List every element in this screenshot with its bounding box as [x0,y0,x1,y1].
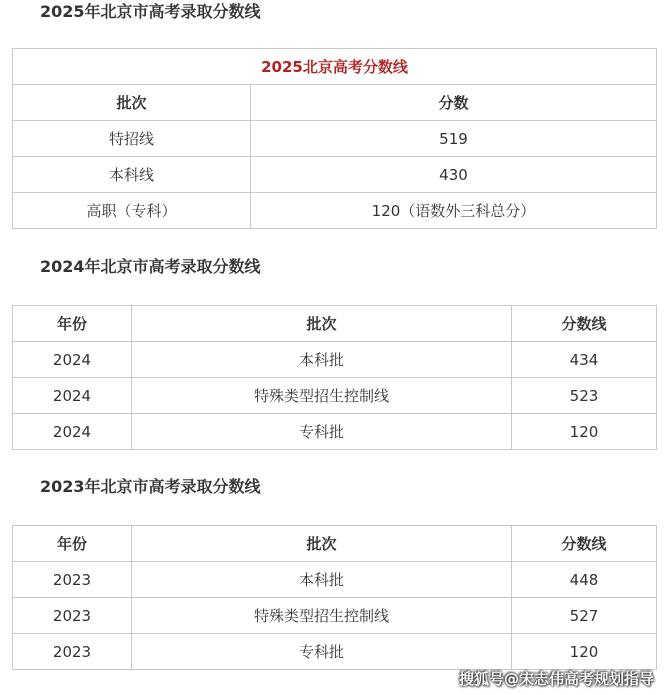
score-cell: 430 [251,157,657,193]
section-heading-2024: 2024年北京市高考录取分数线 [40,257,261,276]
year-cell: 2024 [13,378,132,414]
batch-cell: 特殊类型招生控制线 [132,378,512,414]
column-header-batch: 批次 [132,526,512,562]
table-caption-row [13,49,657,85]
table-row [13,342,657,378]
batch-cell: 特招线 [13,121,251,157]
score-cell: 448 [512,562,657,598]
batch-cell: 专科批 [132,414,512,450]
score-cell: 120（语数外三科总分） [251,193,657,229]
year-cell: 2024 [13,414,132,450]
table-header-row [13,306,657,342]
year-cell: 2024 [13,342,132,378]
score-cell: 519 [251,121,657,157]
score-table-2025 [12,48,657,229]
batch-cell: 本科批 [132,562,512,598]
table-row [13,157,657,193]
year-cell: 2023 [13,598,132,634]
score-cell: 523 [512,378,657,414]
score-cell: 434 [512,342,657,378]
year-cell: 2023 [13,562,132,598]
table-row [13,634,657,670]
batch-cell: 高职（专科） [13,193,251,229]
score-table-2024 [12,305,657,450]
year-cell: 2023 [13,634,132,670]
watermark: 搜狐号@宋志伟高考规划指导 [458,670,654,688]
table-caption: 2025北京高考分数线 [13,49,657,85]
table-row [13,193,657,229]
column-header-batch: 批次 [132,306,512,342]
column-header-score: 分数线 [512,526,657,562]
section-heading-2025: 2025年北京市高考录取分数线 [40,2,261,21]
score-cell: 527 [512,598,657,634]
batch-cell: 专科批 [132,634,512,670]
column-header-score: 分数线 [512,306,657,342]
table-row [13,598,657,634]
table-row [13,562,657,598]
column-header-batch: 批次 [13,85,251,121]
column-header-year: 年份 [13,306,132,342]
score-cell: 120 [512,414,657,450]
column-header-year: 年份 [13,526,132,562]
table-row [13,121,657,157]
batch-cell: 特殊类型招生控制线 [132,598,512,634]
table-row [13,414,657,450]
table-header-row [13,85,657,121]
table-header-row [13,526,657,562]
batch-cell: 本科线 [13,157,251,193]
section-heading-2023: 2023年北京市高考录取分数线 [40,477,261,496]
table-row [13,378,657,414]
score-cell: 120 [512,634,657,670]
column-header-score: 分数 [251,85,657,121]
score-table-2023 [12,525,657,670]
batch-cell: 本科批 [132,342,512,378]
